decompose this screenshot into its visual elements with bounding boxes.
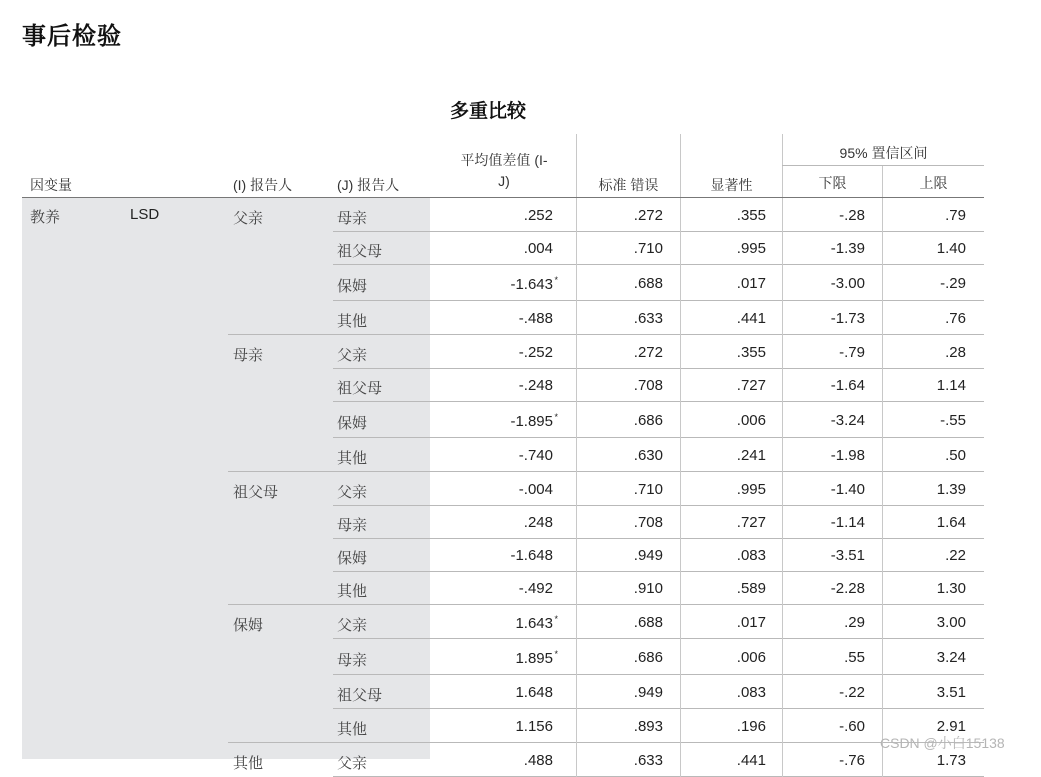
upper-cell: .79 (945, 207, 966, 224)
se-cell: .949 (633, 684, 663, 701)
upper-cell: 3.00 (936, 614, 966, 631)
j-reporter-cell: 其他 (337, 583, 368, 600)
mean-diff-value: -.252 (518, 344, 553, 361)
lower-cell: -1.14 (830, 514, 865, 531)
lower-cell: -1.39 (830, 240, 865, 257)
header-bottom-rule (22, 197, 984, 198)
se-cell: .272 (633, 207, 663, 224)
j-reporter-cell: 保姆 (337, 550, 368, 567)
lower-cell: -.22 (839, 684, 865, 701)
mean-diff-value: 1.643 (515, 615, 553, 632)
significance-star: * (554, 614, 558, 624)
se-cell: .688 (633, 275, 663, 292)
mean-diff-cell (432, 752, 558, 769)
sig-cell: .441 (736, 310, 766, 327)
j-reporter-cell: 其他 (337, 450, 368, 467)
j-reporter-cell: 保姆 (337, 415, 368, 432)
lower-cell: -.28 (839, 207, 865, 224)
mean-diff-cell (432, 207, 558, 224)
header-std-error: 标准 错误 (598, 177, 659, 193)
sig-cell: .083 (736, 547, 766, 564)
header-i-reporter: (I) 报告人 (233, 177, 293, 193)
sig-cell: .589 (736, 580, 766, 597)
row-rule (228, 742, 984, 743)
mean-diff-value: 1.648 (515, 684, 553, 701)
header-mean-diff-line2: J) (498, 173, 510, 189)
mean-diff-value: -1.643 (510, 276, 553, 293)
upper-cell: 3.24 (936, 649, 966, 666)
table-title: 多重比较 (450, 100, 527, 122)
upper-cell: .50 (945, 447, 966, 464)
significance-star: * (554, 275, 558, 285)
row-rule (333, 571, 984, 572)
lower-cell: -3.24 (830, 412, 865, 429)
j-reporter-cell: 父亲 (337, 484, 368, 501)
header-j-reporter: (J) 报告人 (337, 177, 400, 193)
se-cell: .686 (633, 649, 663, 666)
mean-diff-value: .488 (523, 752, 553, 769)
mean-diff-value: 1.895 (515, 650, 553, 667)
se-cell: .708 (633, 514, 663, 531)
dependent-variable-label: 教养 (30, 209, 61, 226)
mean-diff-cell (432, 481, 558, 498)
watermark: CSDN @小白15138 (880, 735, 1005, 751)
row-rule (333, 638, 984, 639)
se-cell: .630 (633, 447, 663, 464)
row-rule (333, 437, 984, 438)
j-reporter-cell: 父亲 (337, 347, 368, 364)
header-ci-group: 95% 置信区间 (839, 145, 928, 161)
row-rule (333, 505, 984, 506)
se-cell: .633 (633, 752, 663, 769)
lower-cell: -1.73 (830, 310, 865, 327)
mean-diff-value: -1.895 (510, 413, 553, 430)
upper-cell: .76 (945, 310, 966, 327)
sig-cell: .995 (736, 240, 766, 257)
sig-cell: .727 (736, 514, 766, 531)
mean-diff-value: .004 (523, 240, 553, 257)
lower-cell: -.60 (839, 718, 865, 735)
sig-cell: .196 (736, 718, 766, 735)
mean-diff-cell (432, 377, 558, 394)
mean-diff-value: -.004 (518, 481, 553, 498)
upper-cell: 2.91 (936, 718, 966, 735)
lower-cell: -1.64 (830, 377, 865, 394)
se-cell: .686 (633, 412, 663, 429)
i-reporter-cell: 母亲 (233, 347, 264, 364)
se-cell: .688 (633, 614, 663, 631)
i-reporter-cell: 父亲 (233, 210, 264, 227)
row-rule (333, 300, 984, 301)
sig-cell: .441 (736, 752, 766, 769)
j-reporter-cell: 祖父母 (337, 380, 383, 397)
significance-star: * (554, 649, 558, 659)
row-rule (228, 334, 984, 335)
se-cell: .633 (633, 310, 663, 327)
i-reporter-cell: 保姆 (233, 617, 264, 634)
upper-cell: 1.30 (936, 580, 966, 597)
mean-diff-value: .248 (523, 514, 553, 531)
mean-diff-value: .252 (523, 207, 553, 224)
j-reporter-cell: 其他 (337, 721, 368, 738)
upper-cell: 1.40 (936, 240, 966, 257)
lower-cell: -1.98 (830, 447, 865, 464)
row-rule (333, 708, 984, 709)
row-rule (333, 368, 984, 369)
i-reporter-cell: 祖父母 (233, 484, 279, 501)
mean-diff-cell (432, 344, 558, 361)
mean-diff-cell (432, 240, 558, 257)
upper-cell: 3.51 (936, 684, 966, 701)
row-rule (333, 401, 984, 402)
lower-cell: .29 (844, 614, 865, 631)
sig-cell: .355 (736, 344, 766, 361)
upper-cell: 1.39 (936, 481, 966, 498)
mean-diff-value: -.248 (518, 377, 553, 394)
row-rule (333, 231, 984, 232)
j-reporter-cell: 母亲 (337, 210, 368, 227)
se-cell: .710 (633, 240, 663, 257)
mean-diff-value: 1.156 (515, 718, 553, 735)
upper-cell: 1.73 (936, 752, 966, 769)
mean-diff-cell (432, 275, 558, 293)
se-cell: .708 (633, 377, 663, 394)
sig-cell: .995 (736, 481, 766, 498)
sig-cell: .006 (736, 649, 766, 666)
upper-cell: 1.64 (936, 514, 966, 531)
lower-cell: -2.28 (830, 580, 865, 597)
row-rule (228, 471, 984, 472)
lower-cell: -3.00 (830, 275, 865, 292)
mean-diff-cell (432, 547, 558, 564)
mean-diff-cell (432, 580, 558, 597)
header-dependent-variable: 因变量 (30, 177, 72, 193)
mean-diff-cell (432, 649, 558, 667)
row-rule (228, 604, 984, 605)
sig-cell: .241 (736, 447, 766, 464)
upper-cell: -.55 (940, 412, 966, 429)
lower-cell: -3.51 (830, 547, 865, 564)
mean-diff-value: -.488 (518, 310, 553, 327)
mean-diff-cell (432, 684, 558, 701)
j-reporter-cell: 父亲 (337, 617, 368, 634)
header-upper: 上限 (919, 175, 948, 191)
upper-cell: 1.14 (936, 377, 966, 394)
lower-cell: -1.40 (830, 481, 865, 498)
mean-diff-value: -.492 (518, 580, 553, 597)
mean-diff-cell (432, 447, 558, 464)
header-mean-diff-line1: 平均值差值 (I- (460, 152, 548, 168)
j-reporter-cell: 祖父母 (337, 243, 383, 260)
se-cell: .949 (633, 547, 663, 564)
mean-diff-cell (432, 412, 558, 430)
mean-diff-value: -1.648 (510, 547, 553, 564)
page-title: 事后检验 (22, 21, 122, 50)
ci-header-rule (782, 165, 984, 166)
lower-cell: -.76 (839, 752, 865, 769)
significance-star: * (554, 412, 558, 422)
row-rule (333, 538, 984, 539)
lower-cell: -.79 (839, 344, 865, 361)
upper-cell: .22 (945, 547, 966, 564)
lower-cell: .55 (844, 649, 865, 666)
mean-diff-cell (432, 614, 558, 632)
sig-cell: .727 (736, 377, 766, 394)
sig-cell: .017 (736, 275, 766, 292)
j-reporter-cell: 保姆 (337, 278, 368, 295)
mean-diff-cell (432, 310, 558, 327)
j-reporter-cell: 母亲 (337, 517, 368, 534)
sig-cell: .017 (736, 614, 766, 631)
header-significance: 显著性 (710, 177, 753, 193)
method-label: LSD (130, 206, 160, 223)
se-cell: .910 (633, 580, 663, 597)
se-cell: .710 (633, 481, 663, 498)
upper-cell: -.29 (940, 275, 966, 292)
sig-cell: .083 (736, 684, 766, 701)
sig-cell: .355 (736, 207, 766, 224)
j-reporter-cell: 父亲 (337, 755, 368, 772)
header-lower: 下限 (818, 175, 847, 191)
se-cell: .272 (633, 344, 663, 361)
row-rule (333, 264, 984, 265)
mean-diff-value: -.740 (518, 447, 553, 464)
mean-diff-cell (432, 718, 558, 735)
j-reporter-cell: 母亲 (337, 652, 368, 669)
row-rule (333, 674, 984, 675)
mean-diff-cell (432, 514, 558, 531)
sig-cell: .006 (736, 412, 766, 429)
j-reporter-cell: 其他 (337, 313, 368, 330)
upper-cell: .28 (945, 344, 966, 361)
i-reporter-cell: 其他 (233, 755, 264, 772)
se-cell: .893 (633, 718, 663, 735)
j-reporter-cell: 祖父母 (337, 687, 383, 704)
